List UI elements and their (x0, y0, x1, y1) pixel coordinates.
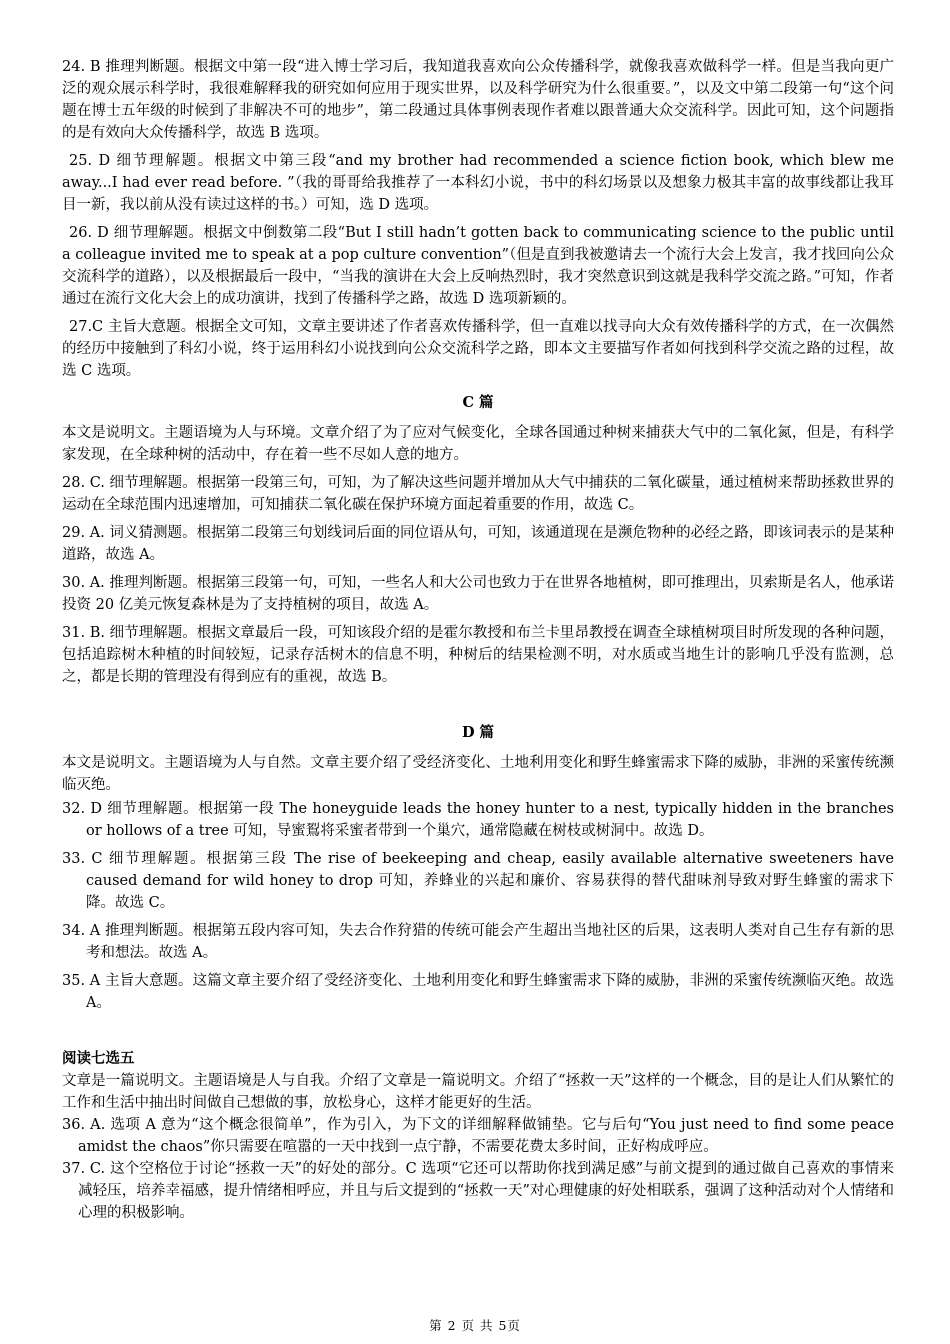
section-d-intro: 本文是说明文。主题语境为人与自然。文章主要介绍了受经济变化、土地利用变化和野生蜂蜜需求下降的威胁，非洲的采蜜传统濒临灭绝。 (62, 755, 894, 793)
answer-33: 33. C 细节理解题。根据第三段 The rise of beekeeping and cheap, easily available alternative sweeteners have caused demand for wild honey to drop 可知，养蜂业的兴起和廉价、容易获得的替代甜味剂导致对野生蜂蜜的需求下降。故选 C。 (62, 851, 894, 911)
answer-28: 28. C. 细节理解题。根据第一段第三句，可知，为了解决这些问题并增加从大气中捕获的二氧化碳量，通过植树来帮助拯救世界的运动在全球范围内迅速增加，可知捕获二氧化碳在保护环境方面起着重要的作用，故选 C。 (62, 475, 894, 513)
section-d-heading: D 篇 (461, 724, 495, 741)
seven-choice-intro: 文章是一篇说明文。主题语境是人与自我。介绍了文章是一篇说明文。介绍了“拯救一天”这样的一个概念，目的是让人们从繁忙的工作和生活中抽出时间做自己想做的事，放松身心，这样才能更好的生活。 (62, 1073, 894, 1111)
answer-24: 24. B 推理判断题。根据文中第一段“进入博士学习后，我知道我喜欢向公众传播科学，就像我喜欢做科学一样。但是当我向更广泛的观众展示科学时，我很难解释我的研究如何应用于现实世界，以及科学研究为什么很重要。”，以及文中第二段第一句“这个问题在博士五年级的时候到了非解决不可的地步”，第二段通过具体事例表现作者难以跟普通大众交流科学。因此可知，这个问题指的是有效向大众传播科学，故选 B 选项。 (62, 59, 894, 141)
seven-choice-heading: 阅读七选五 (62, 1050, 135, 1067)
page-content (62, 56, 894, 1224)
answer-26: 26. D 细节理解题。根据文中倒数第二段“But I still hadn’t gotten back to communicating science to the public until a colleague invited me to speak at a pop culture convention”（但是直到我被邀请去一个流行大会上发言，我才找回向公众交流科学的道路），以及根据最后一段中，“当我的演讲在大会上反响热烈时，我才突然意识到这就是我科学交流之路。”可知，作者通过在流行文化大会上的成功演讲，找到了传播科学之路，故选 D 选项新颖的。 (62, 225, 894, 307)
answer-27: 27.C 主旨大意题。根据全文可知，文章主要讲述了作者喜欢传播科学，但一直难以找寻向大众有效传播科学的方式，在一次偶然的经历中接触到了科幻小说，终于运用科幻小说找到向公众交流科学之路，即本文主要描写作者如何找到科学交流之路的过程，故选 C 选项。 (62, 319, 894, 379)
answer-25: 25. D 细节理解题。根据文中第三段“and my brother had recommended a science fiction book, which blew me away...I had ever read before. ”（我的哥哥给我推荐了一本科幻小说，书中的科幻场景以及想象力极其丰富的故事线都让我耳目一新，我以前从没有读过这样的书。）可知，选 D 选项。 (62, 153, 894, 213)
answer-29: 29. A. 词义猜测题。根据第二段第三句划线词后面的同位语从句，可知，该通道现在是濒危物种的必经之路，即该词表示的是某种道路，故选 A。 (62, 525, 894, 563)
answer-35: 35. A 主旨大意题。这篇文章主要介绍了受经济变化、土地利用变化和野生蜂蜜需求下降的威胁，非洲的采蜜传统濒临灭绝。故选 A。 (62, 973, 894, 1011)
answer-30: 30. A. 推理判断题。根据第三段第一句，可知，一些名人和大公司也致力于在世界各地植树，即可推理出，贝索斯是名人，他承诺投资 20 亿美元恢复森林是为了支持植树的项目，故选 A。 (62, 575, 894, 613)
answer-36: 36. A. 选项 A 意为“这个概念很简单”，作为引入，为下文的详细解释做铺垫。它与后句“You just need to find some peace amidst the chaos”你只需要在喧嚣的一天中找到一点宁静，不需要花费太多时间，正好构成呼应。 (62, 1117, 894, 1155)
answer-32: 32. D 细节理解题。根据第一段 The honeyguide leads the honey hunter to a nest, typically hidden in the branches or hollows of a tree 可知，导蜜鴷将采蜜者带到一个巢穴，通常隐藏在树枝或树洞中。故选 D。 (62, 801, 894, 839)
section-c-heading: C 篇 (462, 394, 494, 411)
answer-37: 37. C. 这个空格位于讨论“拯救一天”的好处的部分。C 选项“它还可以帮助你找到满足感”与前文提到的通过做自己喜欢的事情来减轻压，培养幸福感，提升情绪相呼应，并且与后文提到的“拯救一天”对心理健康的好处相联系，强调了这种活动对个人情绪和心理的积极影响。 (62, 1161, 894, 1221)
answer-31: 31. B. 细节理解题。根据文章最后一段，可知该段介绍的是霍尔教授和布兰卡里昂教授在调查全球植树项目时所发现的各种问题，包括追踪树木种植的时间较短，记录存活树木的信息不明，种树后的结果检测不明，对水质或当地生计的影响几乎没有监测，总之，都是长期的管理没有得到应有的重视，故选 B。 (62, 625, 894, 685)
answer-34: 34. A 推理判断题。根据第五段内容可知，失去合作狩猎的传统可能会产生超出当地社区的后果，这表明人类对自己生存有新的思考和想法。故选 A。 (62, 923, 894, 961)
section-c-intro: 本文是说明文。主题语境为人与环境。文章介绍了为了应对气候变化，全球各国通过种树来捕获大气中的二氧化氮，但是，有科学家发现，在全球种树的活动中，存在着一些不尽如人意的地方。 (62, 425, 894, 463)
page-footer: 第 2 页 共 5页 (429, 1318, 521, 1333)
